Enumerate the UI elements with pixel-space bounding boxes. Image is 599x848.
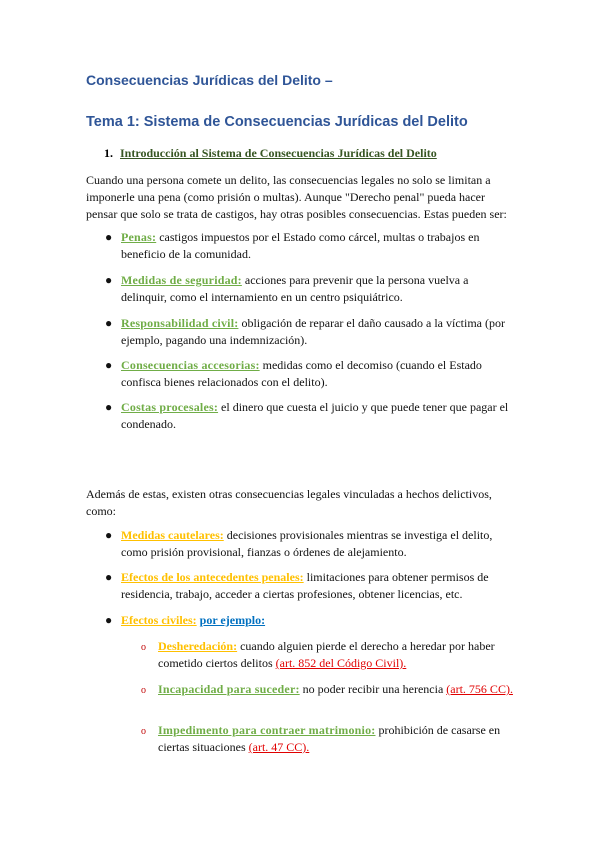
bullet-icon: ● bbox=[105, 400, 113, 414]
sub-list-item bbox=[141, 638, 518, 672]
sub-list-item bbox=[141, 681, 518, 698]
document-title: Consecuencias Jurídicas del Delito – bbox=[86, 72, 333, 88]
item-text: obligación de reparar el daño causado a la víctima (por bbox=[238, 316, 505, 330]
item-text: prohibición de casarse en bbox=[375, 723, 501, 737]
bullet-icon: ● bbox=[105, 273, 113, 287]
term-costas-procesales: Costas procesales: bbox=[121, 400, 219, 414]
term-desheredacion: Desheredación: bbox=[158, 639, 238, 653]
item-text: beneficio de la comunidad. bbox=[121, 247, 251, 261]
term-efectos-civiles: Efectos civiles: bbox=[121, 613, 197, 627]
list-item bbox=[105, 569, 516, 603]
circle-bullet-icon: o bbox=[141, 642, 146, 653]
example-label: por ejemplo: bbox=[199, 613, 266, 627]
intro-line: pensar que solo se trata de castigos, hay otras posibles consecuencias. Estas pueden ser: bbox=[86, 207, 507, 221]
list-item bbox=[105, 527, 516, 561]
sub-list-item bbox=[141, 722, 518, 756]
term-responsabilidad-civil: Responsabilidad civil: bbox=[121, 316, 239, 330]
circle-bullet-icon: o bbox=[141, 685, 146, 696]
list-item bbox=[105, 399, 516, 433]
term-penas: Penas: bbox=[121, 230, 157, 244]
section-title: Introducción al Sistema de Consecuencias Jurídicas del Delito bbox=[120, 146, 437, 160]
bullet-icon: ● bbox=[105, 613, 113, 627]
list-item bbox=[105, 229, 516, 263]
section-number: 1. bbox=[104, 146, 113, 160]
item-text: condenado. bbox=[121, 417, 176, 431]
bullet-icon: ● bbox=[105, 230, 113, 244]
item-text: medidas como el decomiso (cuando el Estado bbox=[259, 358, 482, 372]
item-text: ciertas situaciones bbox=[158, 740, 249, 754]
bullet-icon: ● bbox=[105, 358, 113, 372]
intro-paragraph bbox=[86, 172, 516, 223]
item-text: decisiones provisionales mientras se investiga el delito, bbox=[223, 528, 493, 542]
intro-line: Cuando una persona comete un delito, las consecuencias legales no solo se limitan a bbox=[86, 173, 491, 187]
list-item bbox=[105, 315, 516, 349]
item-text: acciones para prevenir que la persona vuelva a bbox=[241, 273, 469, 287]
item-text: ejemplo, pagando una indemnización). bbox=[121, 333, 308, 347]
intro-line: imponerle una pena (como prisión o multas). Aunque "Derecho penal" pueda hacer bbox=[86, 190, 485, 204]
paragraph-line: como: bbox=[86, 504, 116, 518]
term-consecuencias-accesorias: Consecuencias accesorias: bbox=[121, 358, 260, 372]
list-item bbox=[105, 357, 516, 391]
item-text: cuando alguien pierde el derecho a heredar por haber bbox=[237, 639, 495, 653]
item-text: limitaciones para obtener permisos de bbox=[303, 570, 489, 584]
item-text: el dinero que cuesta el juicio y que puede tener que pagar el bbox=[218, 400, 509, 414]
item-text: confisca bienes relacionados con el delito). bbox=[121, 375, 328, 389]
term-medidas-cautelares: Medidas cautelares: bbox=[121, 528, 224, 542]
bullet-icon: ● bbox=[105, 316, 113, 330]
legal-reference: (art. 852 del Código Civil). bbox=[275, 656, 407, 670]
legal-reference: (art. 47 CC). bbox=[248, 740, 310, 754]
term-impedimento-matrimonio: Impedimento para contraer matrimonio: bbox=[158, 723, 376, 737]
bullet-icon: ● bbox=[105, 528, 113, 542]
second-paragraph bbox=[86, 486, 516, 520]
term-incapacidad-suceder: Incapacidad para suceder: bbox=[158, 682, 300, 696]
legal-reference: (art. 756 CC). bbox=[446, 682, 513, 696]
item-text: delinquir, como el internamiento en un centro psiquiátrico. bbox=[121, 290, 403, 304]
bullet-icon: ● bbox=[105, 570, 113, 584]
item-text: cometido ciertos delitos bbox=[158, 656, 276, 670]
item-text: no poder recibir una herencia bbox=[299, 682, 447, 696]
list-item bbox=[105, 612, 516, 629]
circle-bullet-icon: o bbox=[141, 726, 146, 737]
paragraph-line: Además de estas, existen otras consecuencias legales vinculadas a hechos delictivos, bbox=[86, 487, 492, 501]
term-antecedentes-penales: Efectos de los antecedentes penales: bbox=[121, 570, 304, 584]
item-text: como prisión provisional, fianzas o órdenes de alejamiento. bbox=[121, 545, 407, 559]
item-text: residencia, trabajo, acceder a ciertas profesiones, obtener licencias, etc. bbox=[121, 587, 463, 601]
term-medidas-seguridad: Medidas de seguridad: bbox=[121, 273, 242, 287]
list-item bbox=[105, 272, 516, 306]
item-text: castigos impuestos por el Estado como cárcel, multas o trabajos en bbox=[156, 230, 480, 244]
section-heading bbox=[104, 146, 437, 161]
topic-heading: Tema 1: Sistema de Consecuencias Jurídicas del Delito bbox=[86, 114, 468, 130]
